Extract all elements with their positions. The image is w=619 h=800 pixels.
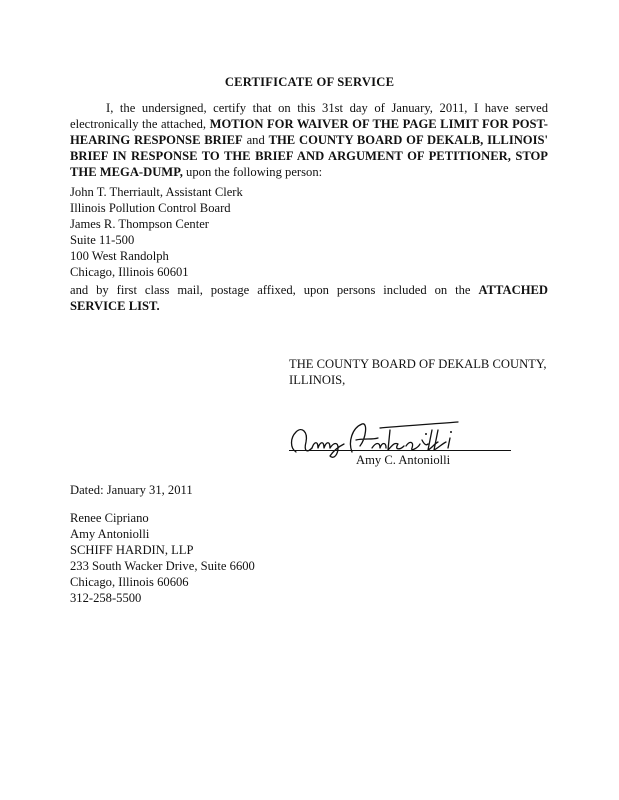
service-list-reference: ATTACHED SERVICE LIST.	[70, 283, 548, 313]
served-document-2: THE COUNTY BOARD OF DEKALB, ILLINOIS' BRIEF IN RESPONSE TO THE BRIEF AND ARGUMENT OF PETITIONER, STOP THE MEGA-DUMP,	[70, 133, 549, 179]
party-line: THE COUNTY BOARD OF DEKALB COUNTY,	[289, 357, 547, 371]
recipient-line: Suite 11-500	[70, 233, 135, 247]
law-firm-block	[70, 510, 255, 606]
firm-line: SCHIFF HARDIN, LLP	[70, 543, 194, 557]
firm-line: Amy Antoniolli	[70, 527, 150, 541]
mail-service-paragraph	[70, 282, 548, 314]
dated-line: Dated: January 31, 2011	[70, 483, 193, 497]
certification-lead: I, the undersigned, certify that on this 31st day of January, 2011, I have served electronically the attached,	[70, 101, 548, 131]
party-line: ILLINOIS,	[289, 373, 346, 387]
recipient-line: John T. Therriault, Assistant Clerk	[70, 185, 243, 199]
document-connector: and	[246, 133, 265, 147]
firm-line: 233 South Wacker Drive, Suite 6600	[70, 559, 255, 573]
firm-line: 312-258-5500	[70, 591, 142, 605]
signer-name: Amy C. Antoniolli	[356, 453, 451, 467]
served-document-1: MOTION FOR WAIVER OF THE PAGE LIMIT FOR POST-HEARING RESPONSE BRIEF	[70, 117, 548, 147]
party-name-block	[289, 356, 549, 388]
recipient-line: Illinois Pollution Control Board	[70, 201, 231, 215]
recipient-line: 100 West Randolph	[70, 249, 169, 263]
certification-paragraph	[70, 100, 548, 180]
document-title: CERTIFICATE OF SERVICE	[224, 75, 395, 89]
recipient-line: James R. Thompson Center	[70, 217, 209, 231]
firm-line: Chicago, Illinois 60606	[70, 575, 189, 589]
recipient-line: Chicago, Illinois 60601	[70, 265, 189, 279]
recipient-address-block	[70, 184, 243, 280]
certification-tail: upon the following person:	[186, 165, 323, 179]
mail-service-lead: and by first class mail, postage affixed, upon persons included on the	[70, 283, 471, 297]
firm-line: Renee Cipriano	[70, 511, 149, 525]
signature-line	[289, 450, 511, 451]
